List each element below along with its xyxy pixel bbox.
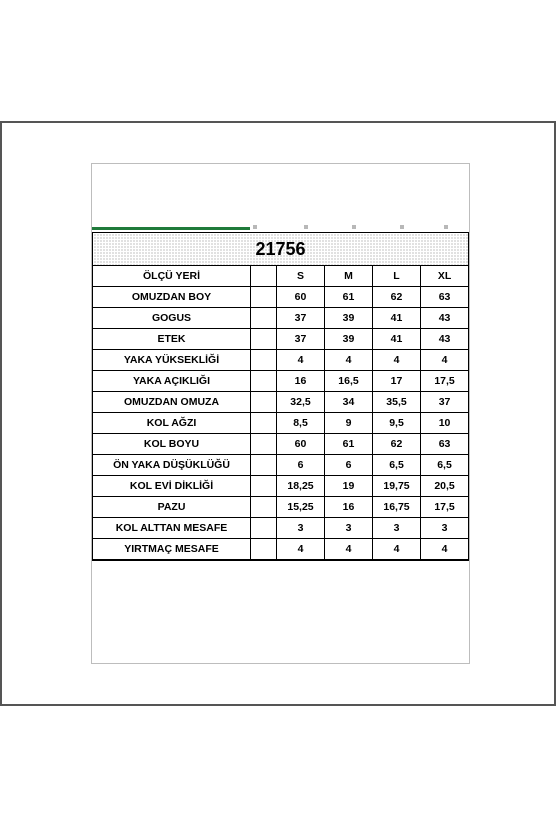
measurement-value-cell[interactable]: 19,75	[373, 476, 421, 497]
empty-cell[interactable]	[251, 266, 277, 287]
table-row	[93, 434, 469, 455]
product-code: 21756	[255, 238, 306, 259]
measurement-value-cell[interactable]: 4	[325, 350, 373, 371]
measurement-value-cell[interactable]: 17,5	[421, 371, 469, 392]
header-row	[93, 266, 469, 287]
measurement-value-cell[interactable]: 43	[421, 329, 469, 350]
measurement-value-cell[interactable]: 60	[277, 287, 325, 308]
measurement-value-cell[interactable]: 37	[277, 308, 325, 329]
measurement-value-cell[interactable]: 17,5	[421, 497, 469, 518]
measurement-label-cell[interactable]: OMUZDAN BOY	[93, 287, 251, 308]
measurement-value-cell[interactable]: 17	[373, 371, 421, 392]
column-marker	[352, 225, 356, 229]
measurement-label-cell[interactable]: YAKA AÇIKLIĞI	[93, 371, 251, 392]
measurement-value-cell[interactable]: 43	[421, 308, 469, 329]
table-row	[93, 518, 469, 539]
measurement-value-cell[interactable]: 60	[277, 434, 325, 455]
measurement-value-cell[interactable]: 35,5	[373, 392, 421, 413]
measurement-value-cell[interactable]: 61	[325, 287, 373, 308]
column-marker	[253, 225, 257, 229]
measurement-value-cell[interactable]: 16	[277, 371, 325, 392]
measurement-value-cell[interactable]: 32,5	[277, 392, 325, 413]
table-row	[93, 350, 469, 371]
measurement-value-cell[interactable]: 10	[421, 413, 469, 434]
empty-cell[interactable]	[251, 434, 277, 455]
measurement-value-cell[interactable]: 4	[325, 539, 373, 561]
measurement-value-cell[interactable]: 4	[277, 539, 325, 561]
empty-cell[interactable]	[251, 413, 277, 434]
empty-cell[interactable]	[251, 518, 277, 539]
measurement-value-cell[interactable]: 4	[373, 539, 421, 561]
column-selection-indicator	[92, 227, 250, 230]
measurement-value-cell[interactable]: 41	[373, 329, 421, 350]
measurement-value-cell[interactable]: 3	[373, 518, 421, 539]
empty-cell[interactable]	[251, 455, 277, 476]
table-row	[93, 539, 469, 561]
measurement-label-cell[interactable]: KOL AĞZI	[93, 413, 251, 434]
title-cell[interactable]	[93, 233, 469, 266]
measurement-value-cell[interactable]: 37	[277, 329, 325, 350]
measurement-label-cell[interactable]: OMUZDAN OMUZA	[93, 392, 251, 413]
measurement-value-cell[interactable]: 19	[325, 476, 373, 497]
measurement-value-cell[interactable]: 9,5	[373, 413, 421, 434]
empty-cell[interactable]	[251, 539, 277, 561]
column-marker	[400, 225, 404, 229]
measurement-value-cell[interactable]: 6	[325, 455, 373, 476]
measurement-value-cell[interactable]: 41	[373, 308, 421, 329]
column-header-strip	[92, 225, 469, 231]
measurement-label-cell[interactable]: YIRTMAÇ MESAFE	[93, 539, 251, 561]
measurement-value-cell[interactable]: 4	[421, 350, 469, 371]
empty-cell[interactable]	[251, 476, 277, 497]
measurement-value-cell[interactable]: 9	[325, 413, 373, 434]
measurement-value-cell[interactable]: 4	[421, 539, 469, 561]
measurement-value-cell[interactable]: 3	[325, 518, 373, 539]
empty-cell[interactable]	[251, 350, 277, 371]
measurement-value-cell[interactable]: 16,75	[373, 497, 421, 518]
empty-cell[interactable]	[251, 329, 277, 350]
size-header-cell[interactable]: S	[277, 266, 325, 287]
table-row	[93, 392, 469, 413]
measurement-value-cell[interactable]: 3	[421, 518, 469, 539]
measurement-value-cell[interactable]: 16	[325, 497, 373, 518]
empty-cell[interactable]	[251, 287, 277, 308]
measurement-label-cell[interactable]: ETEK	[93, 329, 251, 350]
column-marker	[444, 225, 448, 229]
measurement-value-cell[interactable]: 15,25	[277, 497, 325, 518]
size-header-cell[interactable]: M	[325, 266, 373, 287]
measurement-value-cell[interactable]: 34	[325, 392, 373, 413]
measurement-value-cell[interactable]: 37	[421, 392, 469, 413]
table-row	[93, 329, 469, 350]
measurement-value-cell[interactable]: 6,5	[373, 455, 421, 476]
table-row	[93, 413, 469, 434]
measurement-value-cell[interactable]: 4	[373, 350, 421, 371]
measurement-value-cell[interactable]: 39	[325, 308, 373, 329]
measurement-label-cell[interactable]: YAKA YÜKSEKLİĞİ	[93, 350, 251, 371]
size-header-cell[interactable]: XL	[421, 266, 469, 287]
table-row	[93, 497, 469, 518]
measurement-label-cell[interactable]: PAZU	[93, 497, 251, 518]
measurement-value-cell[interactable]: 20,5	[421, 476, 469, 497]
measurement-value-cell[interactable]: 16,5	[325, 371, 373, 392]
size-header-cell[interactable]: L	[373, 266, 421, 287]
measurement-label-cell[interactable]: KOL EVİ DİKLİĞİ	[93, 476, 251, 497]
table-row	[93, 455, 469, 476]
measurement-value-cell[interactable]: 3	[277, 518, 325, 539]
label-header-cell[interactable]: ÖLÇÜ YERİ	[93, 266, 251, 287]
size-chart-table	[92, 232, 469, 561]
table-row	[93, 476, 469, 497]
empty-cell[interactable]	[251, 392, 277, 413]
measurement-value-cell[interactable]: 62	[373, 434, 421, 455]
measurement-value-cell[interactable]: 39	[325, 329, 373, 350]
measurement-label-cell[interactable]: KOL BOYU	[93, 434, 251, 455]
empty-cell[interactable]	[251, 308, 277, 329]
measurement-value-cell[interactable]: 4	[277, 350, 325, 371]
measurement-label-cell[interactable]: ÖN YAKA DÜŞÜKLÜĞÜ	[93, 455, 251, 476]
measurement-value-cell[interactable]: 6,5	[421, 455, 469, 476]
empty-cell[interactable]	[251, 371, 277, 392]
table-row	[93, 287, 469, 308]
column-marker	[304, 225, 308, 229]
measurement-label-cell[interactable]: GOGUS	[93, 308, 251, 329]
measurement-value-cell[interactable]: 63	[421, 434, 469, 455]
measurement-value-cell[interactable]: 8,5	[277, 413, 325, 434]
empty-cell[interactable]	[251, 497, 277, 518]
measurement-value-cell[interactable]: 61	[325, 434, 373, 455]
title-row	[93, 233, 469, 266]
measurement-label-cell[interactable]: KOL ALTTAN MESAFE	[93, 518, 251, 539]
measurement-value-cell[interactable]: 63	[421, 287, 469, 308]
measurement-value-cell[interactable]: 18,25	[277, 476, 325, 497]
table-row	[93, 308, 469, 329]
measurement-value-cell[interactable]: 6	[277, 455, 325, 476]
table-row	[93, 371, 469, 392]
measurement-value-cell[interactable]: 62	[373, 287, 421, 308]
